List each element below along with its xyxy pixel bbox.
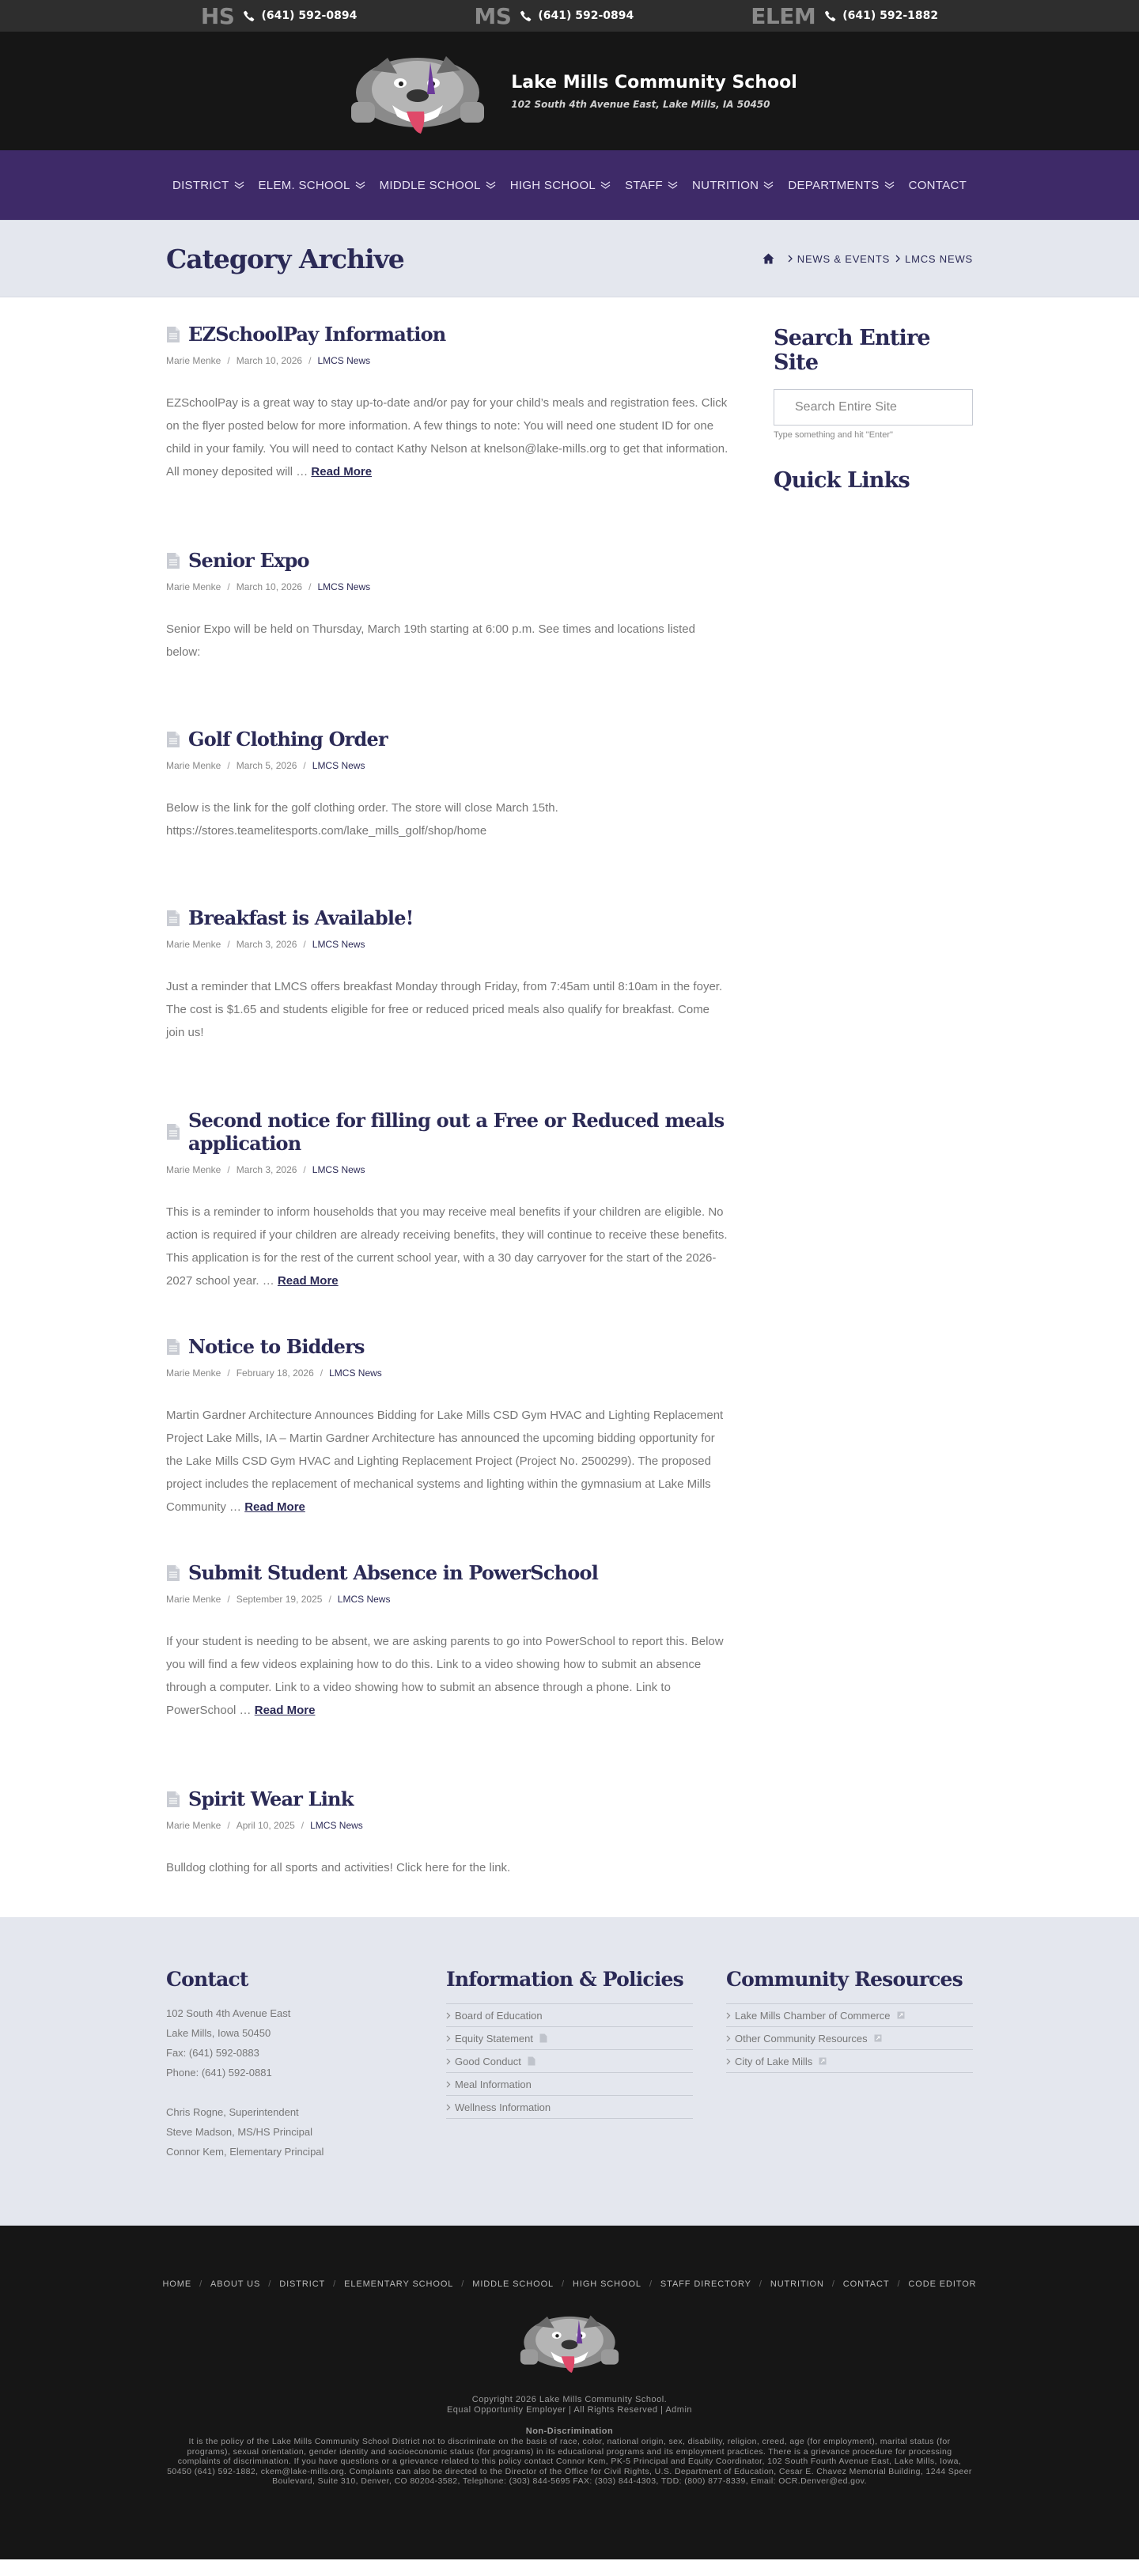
excerpt-text: Senior Expo will be held on Thursday, March 19th starting at 6:00 p.m. See times and locations listed below: (166, 622, 695, 659)
post-title[interactable] (166, 1335, 729, 1358)
chevron-right-icon (726, 2012, 731, 2019)
post-meta: Marie Menke / March 5, 2026 / LMCS News (166, 760, 365, 771)
double-chevron-down-icon (884, 181, 895, 189)
post-title-text[interactable]: EZSchoolPay Information (188, 323, 446, 346)
post-title-text[interactable]: Submit Student Absence in PowerSchool (188, 1561, 599, 1584)
footer-nav: HOME / ABOUT US / DISTRICT / ELEMENTARY SCHOOL / MIDDLE SCHOOL / HIGH SCHOOL / STAFF DIRECTORY / NUTRITION / CONTACT / CODE EDITOR (162, 2279, 977, 2289)
post-author: Marie Menke (166, 939, 221, 950)
post (166, 1561, 729, 1759)
post-excerpt (166, 1630, 729, 1722)
breadcrumb-news-events[interactable]: NEWS & EVENTS (797, 252, 891, 265)
breadcrumb-current: LMCS NEWS (905, 252, 973, 265)
contact-line: Phone: (641) 592-0881 (166, 2067, 272, 2079)
footer-nav-contact[interactable]: CONTACT (842, 2279, 890, 2289)
topbar-abbr: HS (200, 2, 235, 29)
contact-line: 102 South 4th Avenue East (166, 2007, 291, 2019)
double-chevron-down-icon (234, 181, 244, 189)
footer-nav-code-editor[interactable]: CODE EDITOR (908, 2279, 977, 2289)
non-discrimination-text: It is the policy of the Lake Mills Community School District not to discriminate on the basis of race, color, national origin, sex, disability, religion, creed, age (for employment), marital status (for programs), sexual orientation, gender identity and socioeconomic status (for programs) in its educational programs and its employment practices. There is a grievance procedure for processing complaints of discrimination. If you have questions or a grievance related to this policy contact Connor Kem, PK-5 Principal and Equity Coordinator, 102 South Fourth Avenue East, Lake Mills, Iowa, 50450 (641) 592-1882, ckem@lake-mills.org. Complaints can also be directed to the Director of the Office for Civil Rights, U.S. Department of Education, Cesar E. Chavez Memorial Building, 1244 Speer Boulevard, Suite 310, Denver, CO 80204-3582, Telephone: (303) 844-5695 FAX: (303) 844-4303, TDD: (800) 877-8339, Email: OCR.Denver@ed.gov. (167, 2437, 972, 2486)
footer-link-label: Wellness Information (455, 2101, 551, 2113)
footer-link-label: Lake Mills Chamber of Commerce (735, 2009, 891, 2022)
search-hint: Type something and hit "Enter" (774, 430, 893, 440)
chevron-right-icon (446, 2104, 451, 2111)
nav-district[interactable] (172, 179, 244, 192)
post-author: Marie Menke (166, 760, 221, 771)
post-category[interactable]: LMCS News (312, 939, 365, 950)
search-input[interactable]: Search Entire Site (774, 389, 973, 426)
post-category[interactable]: LMCS News (312, 1164, 365, 1175)
post-author: Marie Menke (166, 355, 221, 366)
excerpt-text: EZSchoolPay is a great way to stay up-to-date and/or pay for your child’s meals and registration fees. Click on the flyer posted below for more information. A few things to note: You will need one student ID for one child in your family. You will need to contact Kathy Nelson at knelson@lake-mills.org to get that information. All money deposited will … (166, 396, 728, 479)
main-nav (0, 150, 1139, 220)
footer-link[interactable] (446, 2073, 693, 2096)
post-category[interactable]: LMCS News (337, 1594, 391, 1605)
footer-nav-high[interactable]: HIGH SCHOOL (573, 2279, 641, 2289)
bulldog-logo[interactable] (342, 47, 494, 135)
nav-label: DISTRICT (172, 178, 229, 192)
excerpt-text: Martin Gardner Architecture Announces Bidding for Lake Mills CSD Gym HVAC and Lighting Replacement Project Lake Mills, IA – Martin Gardner Architecture has announced the upcoming bidding opportunity for the Lake Mills CSD Gym HVAC and Lighting Replacement Project (Project No. 2500299). The proposed project includes the replacement of mechanical systems and lighting within the gymnasium at Lake Mills Community … (166, 1409, 724, 1514)
contact-line: Fax: (641) 592-0883 (166, 2047, 259, 2059)
post-meta: Marie Menke / April 10, 2025 / LMCS News (166, 1820, 363, 1831)
external-link-icon (819, 2056, 827, 2066)
top-bar (0, 0, 1139, 32)
masthead (0, 32, 1139, 150)
footer-contact (166, 1968, 413, 2162)
post-title[interactable] (166, 906, 729, 929)
post-author: Marie Menke (166, 1820, 221, 1831)
post-author: Marie Menke (166, 1594, 221, 1605)
school-address: 102 South 4th Avenue East, Lake Mills, IA 50450 (511, 98, 770, 110)
post-list (166, 297, 729, 1895)
footer-nav-elementary[interactable]: ELEMENTARY SCHOOL (344, 2279, 454, 2289)
double-chevron-down-icon (763, 181, 774, 189)
post-date: March 5, 2026 (236, 760, 297, 771)
post-date: September 19, 2025 (236, 1594, 323, 1605)
nav-label: DEPARTMENTS (788, 178, 880, 192)
search-widget-title: Search Entire Site (774, 326, 930, 375)
chevron-right-icon (446, 2012, 451, 2019)
footer-nav-district[interactable]: DISTRICT (279, 2279, 326, 2289)
nav-high-school[interactable] (510, 179, 611, 192)
post-category[interactable]: LMCS News (317, 355, 371, 366)
document-icon (166, 1123, 180, 1140)
document-icon (166, 326, 180, 343)
chevron-right-icon (446, 2035, 451, 2042)
copyright: Copyright 2026 Lake Mills Community School. (471, 2395, 668, 2404)
post-category[interactable]: LMCS News (310, 1820, 363, 1831)
footer-nav-staff[interactable]: STAFF DIRECTORY (660, 2279, 751, 2289)
footer-link-label: City of Lake Mills (735, 2055, 813, 2067)
footer-link[interactable] (446, 2027, 693, 2050)
staff-line: Steve Madson, MS/HS Principal (166, 2126, 312, 2138)
post-excerpt (166, 1404, 729, 1519)
document-icon (166, 731, 180, 748)
double-chevron-down-icon (486, 181, 496, 189)
footer-community-title: Community Resources (726, 1968, 963, 1991)
post-excerpt (166, 796, 729, 842)
footer-nav-middle[interactable]: MIDDLE SCHOOL (472, 2279, 554, 2289)
footer-nav-home[interactable]: HOME (162, 2279, 192, 2289)
double-chevron-down-icon (668, 181, 678, 189)
post (166, 323, 729, 520)
footer-nav-nutrition[interactable]: NUTRITION (770, 2279, 824, 2289)
footer-community (726, 1968, 973, 2162)
footer-link[interactable] (446, 2004, 693, 2027)
post-excerpt (166, 392, 729, 483)
post-title[interactable] (166, 728, 729, 751)
post-date: February 18, 2026 (236, 1367, 314, 1379)
post-excerpt (166, 975, 729, 1044)
read-more-link[interactable]: Read More (277, 1274, 339, 1288)
chevron-right-icon (895, 255, 901, 263)
phone-icon (520, 10, 532, 21)
post-title-text[interactable]: Spirit Wear Link (188, 1787, 354, 1810)
external-link-icon (874, 2033, 882, 2043)
footer-link-label: Other Community Resources (735, 2032, 868, 2045)
footer-link-label: Board of Education (455, 2009, 543, 2022)
chevron-right-icon (726, 2058, 731, 2065)
non-discrimination-title: Non-Discrimination (525, 2427, 614, 2436)
archive-header (0, 220, 1139, 297)
post-category[interactable]: LMCS News (329, 1367, 382, 1379)
post-title-text[interactable]: Second notice for filling out a Free or Reduced meals application (188, 1109, 725, 1155)
main-area (166, 297, 973, 1895)
page-title: Category Archive (166, 243, 404, 274)
pdf-icon (539, 2033, 547, 2043)
excerpt-text: Below is the link for the golf clothing order. The store will close March 15th. https://stores.teamelitesports.com/lake_mills_golf/shop/home (166, 801, 558, 838)
nav-elem-school[interactable] (259, 179, 365, 192)
post-title[interactable] (166, 1787, 729, 1810)
chevron-right-icon (446, 2081, 451, 2088)
post-meta: Marie Menke / March 10, 2026 / LMCS News (166, 581, 371, 592)
double-chevron-down-icon (355, 181, 365, 189)
nav-staff[interactable] (625, 179, 678, 192)
footer-contact-title: Contact (166, 1968, 248, 1991)
nav-label: HIGH SCHOOL (509, 178, 596, 192)
chevron-right-icon (446, 2058, 451, 2065)
topbar-abbr: MS (474, 2, 512, 29)
post-title[interactable] (166, 1109, 729, 1155)
excerpt-text: Bulldog clothing for all sports and activities! Click here for the link. (166, 1861, 511, 1874)
post-date: March 3, 2026 (236, 1164, 297, 1175)
excerpt-text: If your student is needing to be absent, we are asking parents to go into PowerSchool to report this. Below you will find a few videos explaining how to do this. Link to a video showing how to submit an absence through a computer. Link to a video showing how to submit an absence through a phone. Link to PowerSchool … (166, 1635, 724, 1717)
nav-middle-school[interactable] (380, 179, 496, 192)
document-icon (166, 1564, 180, 1582)
footer-widgets (0, 1917, 1139, 2226)
footer-bulldog-logo (513, 2308, 626, 2374)
footer-link-label: Equity Statement (455, 2032, 533, 2045)
post (166, 1109, 729, 1307)
employer-line: Equal Opportunity Employer | All Rights Reserved | Admin (446, 2405, 693, 2415)
nav-label: STAFF (625, 178, 663, 192)
footer-link[interactable] (446, 2050, 693, 2073)
post-date: April 10, 2025 (236, 1820, 295, 1831)
post-author: Marie Menke (166, 1164, 221, 1175)
home-icon[interactable] (762, 253, 774, 264)
pdf-icon (528, 2056, 535, 2066)
document-icon (166, 910, 180, 927)
document-icon (166, 1791, 180, 1808)
footer-link-label: Good Conduct (455, 2055, 521, 2067)
post-meta: Marie Menke / February 18, 2026 / LMCS News (166, 1367, 382, 1379)
post (166, 1335, 729, 1533)
nav-label: MIDDLE SCHOOL (379, 178, 481, 192)
post-excerpt (166, 1856, 729, 1879)
post-meta: Marie Menke / March 3, 2026 / LMCS News (166, 1164, 365, 1175)
double-chevron-down-icon (600, 181, 611, 189)
site-footer (0, 2226, 1139, 2559)
school-identity (511, 73, 797, 110)
post (166, 1787, 729, 1879)
document-icon (166, 552, 180, 569)
phone-icon (825, 10, 836, 21)
post-author: Marie Menke (166, 1367, 221, 1379)
nav-nutrition[interactable] (692, 179, 774, 192)
post-meta: Marie Menke / March 3, 2026 / LMCS News (166, 939, 365, 950)
sidebar (774, 297, 973, 1895)
post-meta: Marie Menke / September 19, 2025 / LMCS News (166, 1594, 391, 1605)
post-title[interactable] (166, 323, 729, 346)
school-name[interactable]: Lake Mills Community School (511, 72, 797, 93)
footer-nav-about[interactable]: ABOUT US (210, 2279, 261, 2289)
footer-link-label: Meal Information (455, 2078, 532, 2090)
post-excerpt (166, 618, 729, 664)
nav-departments[interactable] (788, 179, 894, 192)
post-date: March 10, 2026 (236, 355, 303, 366)
chevron-right-icon (787, 255, 793, 263)
topbar-phone: (641) 592-0894 (538, 9, 634, 22)
read-more-link[interactable]: Read More (254, 1704, 316, 1717)
footer-link[interactable] (726, 2004, 973, 2027)
footer-link[interactable] (726, 2050, 973, 2073)
footer-link[interactable] (726, 2027, 973, 2050)
document-icon (166, 1338, 180, 1356)
post-category[interactable]: LMCS News (312, 760, 365, 771)
post-title-text[interactable]: Golf Clothing Order (188, 728, 388, 751)
post (166, 728, 729, 878)
post-title-text[interactable]: Notice to Bidders (188, 1335, 365, 1358)
topbar-abbr: ELEM (751, 2, 816, 29)
post-excerpt (166, 1201, 729, 1292)
breadcrumb (762, 253, 973, 265)
read-more-link[interactable]: Read More (311, 465, 373, 479)
community-link-list (726, 2003, 973, 2073)
topbar-ms[interactable] (474, 3, 634, 29)
footer-info-policies (446, 1968, 693, 2162)
topbar-elem[interactable] (751, 3, 938, 29)
read-more-link[interactable]: Read More (244, 1500, 305, 1514)
nav-contact[interactable] (909, 179, 967, 192)
topbar-hs[interactable] (201, 3, 358, 29)
post-title-text[interactable]: Breakfast is Available! (188, 906, 414, 929)
nav-label: NUTRITION (691, 178, 759, 192)
phone-icon (244, 10, 255, 21)
chevron-right-icon (726, 2035, 731, 2042)
nav-label: ELEM. SCHOOL (258, 178, 350, 192)
staff-line: Connor Kem, Elementary Principal (166, 2146, 324, 2158)
excerpt-text: This is a reminder to inform households that you may receive meal benefits if your children are eligible. No action is required if your children are already receiving benefits, they will continue to receive these benefits. This application is for the rest of the current school year, with a 30 day carryover for the start of the 2026-2027 school year. … (166, 1205, 728, 1288)
post (166, 906, 729, 1080)
footer-info-title: Information & Policies (446, 1968, 683, 1991)
quick-links-title: Quick Links (774, 468, 910, 493)
post-category[interactable]: LMCS News (317, 581, 371, 592)
post-title[interactable] (166, 549, 729, 572)
info-link-list (446, 2003, 693, 2119)
contact-line: Lake Mills, Iowa 50450 (166, 2027, 271, 2039)
nav-label: CONTACT (908, 178, 967, 192)
staff-line: Chris Rogne, Superintendent (166, 2106, 299, 2118)
post-date: March 3, 2026 (236, 939, 297, 950)
post-meta: Marie Menke / March 10, 2026 / LMCS News (166, 355, 371, 366)
topbar-phone: (641) 592-0894 (261, 9, 358, 22)
post-date: March 10, 2026 (236, 581, 303, 592)
footer-link[interactable] (446, 2096, 693, 2119)
external-link-icon (897, 2010, 905, 2020)
topbar-phone: (641) 592-1882 (842, 9, 939, 22)
post-title[interactable] (166, 1561, 729, 1584)
post-author: Marie Menke (166, 581, 221, 592)
post-title-text[interactable]: Senior Expo (188, 549, 309, 572)
excerpt-text: Just a reminder that LMCS offers breakfast Monday through Friday, from 7:45am until 8:10am in the foyer. The cost is $1.65 and students eligible for free or reduced priced meals also qualify for breakfast. Come join us! (166, 980, 723, 1039)
post (166, 549, 729, 699)
